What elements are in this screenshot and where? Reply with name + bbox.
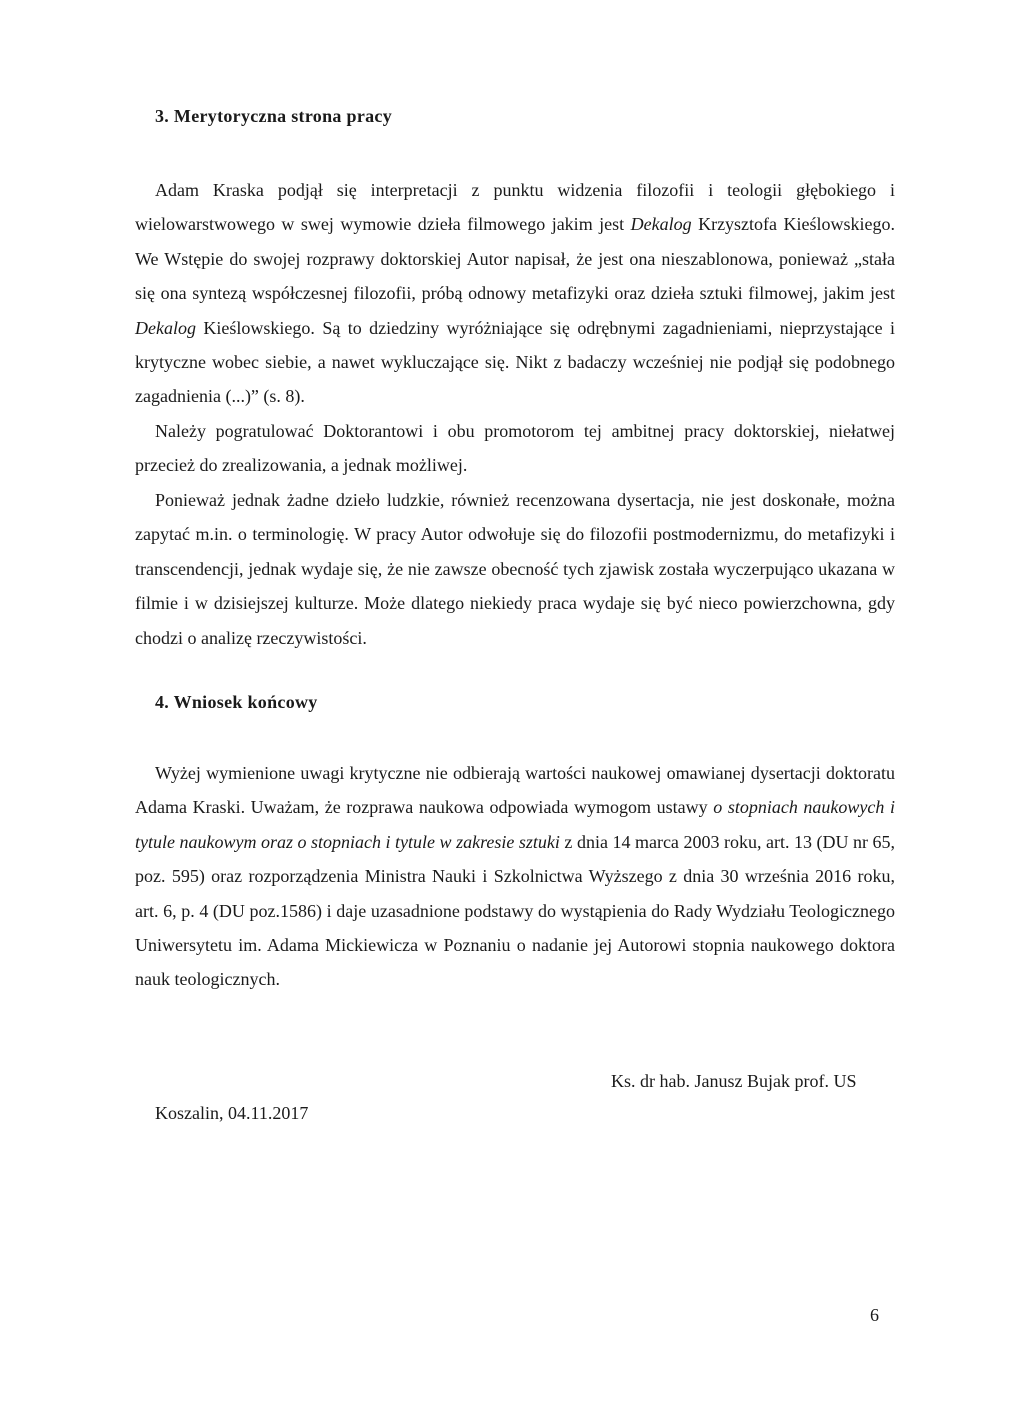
section-3-paragraph-1 <box>135 173 895 414</box>
section-4-paragraph-1 <box>135 756 895 997</box>
page-number: 6 <box>870 1305 879 1325</box>
paragraph-text: Krzysztofa Kieślowskiego. We Wstępie do swojej rozprawy doktorskiej Autor napisał, że jest ona nieszablonowa, ponieważ „stała się ona syntezą współczesnej filozofii, próbą odnowy metafizyki oraz dzieła sztuki filmowej, jakim jest <box>135 214 895 304</box>
section-3-paragraph-2: Należy pogratulować Doktorantowi i obu promotorom tej ambitnej pracy doktorskiej, niełatwej przecież do zrealizowania, a jednak możliwej. <box>135 421 895 476</box>
section-4-heading: 4. Wniosek końcowy <box>155 692 318 712</box>
law-title: o stopniach naukowych i tytule naukowym oraz o stopniach i tytule w zakresie sztuki <box>135 797 895 852</box>
paragraph-text: Adam Kraska podjął się interpretacji z punktu widzenia filozofii i teologii głębokiego i wielowarstwowego w swej wymowie dzieła filmowego jakim jest <box>135 180 895 235</box>
film-title: Dekalog <box>135 317 196 338</box>
paragraph-text: z dnia 14 marca 2003 roku, art. 13 (DU nr 65, poz. 595) oraz rozporządzenia Ministra Nauki i Szkolnictwa Wyższego z dnia 30 września 2016 roku, art. 6, p. 4 (DU poz.1586) i daje uzasadnione podstawy do wystąpienia do Rady Wydziału Teologicznego Uniwersytetu im. Adama Mickiewicza w Poznaniu o nadanie jej Autorowi stopnia naukowego doktora nauk teologicznych. <box>135 831 895 990</box>
film-title: Dekalog <box>630 214 692 235</box>
section-3-heading: 3. Merytoryczna strona pracy <box>155 106 393 126</box>
paragraph-text: Wyżej wymienione uwagi krytyczne nie odbierają wartości naukowej omawianej dysertacji doktoratu Adama Kraski. Uważam, że rozprawa naukowa odpowiada wymogom ustawy <box>135 763 895 818</box>
section-3-paragraph-3: Ponieważ jednak żadne dzieło ludzkie, również recenzowana dysertacja, nie jest doskonałe, można zapytać m.in. o terminologię. W pracy Autor odwołuje się do filozofii postmodernizmu, do metafizyki i transcendencji, jednak wydaje się, że nie zawsze obecność tych zjawisk została wyczerpująco ukazana w filmie i w dzisiejszej kulturze. Może dlatego niekiedy praca wydaje się być nieco powierzchowna, gdy chodzi o analizę rzeczywistości. <box>135 490 895 648</box>
place-and-date: Koszalin, 04.11.2017 <box>155 1103 309 1123</box>
reviewer-signature: Ks. dr hab. Janusz Bujak prof. US <box>611 1071 857 1091</box>
paragraph-text: Kieślowskiego. Są to dziedziny wyróżniające się odrębnymi zagadnieniami, nieprzystające i krytyczne wobec siebie, a nawet wykluczające się. Nikt z badaczy wcześniej nie podjął się podobnego zagadnienia (...)” (s. 8). <box>135 317 895 407</box>
